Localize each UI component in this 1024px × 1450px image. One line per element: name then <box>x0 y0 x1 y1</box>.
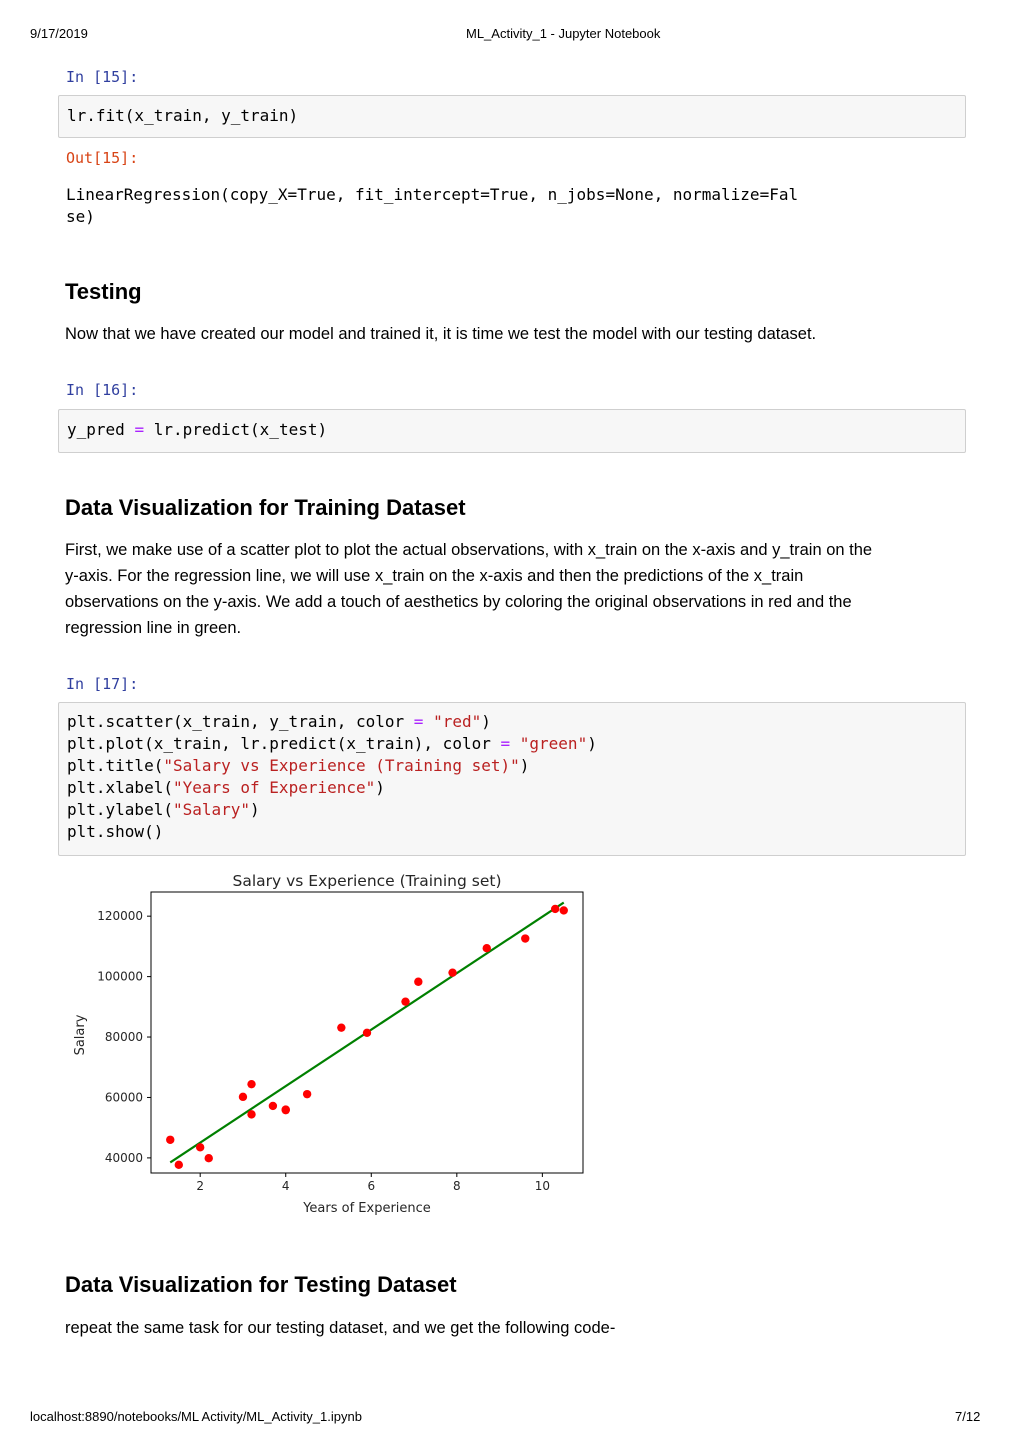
data-point <box>551 905 559 913</box>
section-heading-training-vis: Data Visualization for Training Dataset <box>65 495 466 520</box>
code-token: ) <box>587 734 597 753</box>
code-token: plt.plot(x_train, lr.predict(x_train), color <box>67 734 501 753</box>
code-line: lr.fit(x_train, y_train) <box>67 106 299 125</box>
section-heading-testing-vis: Data Visualization for Testing Dataset <box>65 1272 457 1297</box>
cell-15-output-line2: se) <box>66 207 95 226</box>
code-operator: = <box>134 420 145 439</box>
code-string: "Years of Experience" <box>172 778 376 797</box>
x-axis-label: Years of Experience <box>303 1201 431 1216</box>
code-string: "Salary" <box>172 800 251 819</box>
code-token: plt.title( <box>67 756 164 775</box>
cell-15-out-prompt: Out[15]: <box>66 149 139 167</box>
testing-vis-paragraph: repeat the same task for our testing dataset, and we get the following code- <box>65 1319 616 1337</box>
cell-15-in-prompt: In [15]: <box>66 68 139 86</box>
data-point <box>448 968 456 976</box>
code-string: "green" <box>519 734 588 753</box>
chart-title: Salary vs Experience (Training set) <box>232 872 502 890</box>
cell-15-code[interactable] <box>58 95 966 138</box>
testing-paragraph: Now that we have created our model and trained it, it is time we test the model with our testing dataset. <box>65 325 817 343</box>
x-tick-label: 4 <box>281 1179 290 1193</box>
training-vis-line4: regression line in green. <box>65 619 242 637</box>
training-vis-line2: y-axis. For the regression line, we will use x_train on the x-axis and then the predictions of the x_train <box>65 567 804 585</box>
code-line <box>67 733 597 755</box>
cell-16-in-prompt: In [16]: <box>66 381 139 399</box>
data-point <box>521 934 529 942</box>
training-vis-line3: observations on the y-axis. We add a touch of aesthetics by coloring the original observations in red and the <box>65 593 852 611</box>
code-token: lr.predict(x_test) <box>144 420 328 439</box>
x-tick-label: 6 <box>367 1179 376 1193</box>
data-point <box>414 978 422 986</box>
data-point <box>337 1023 345 1031</box>
scatter-plot <box>60 865 600 1225</box>
data-point <box>560 906 568 914</box>
code-line <box>67 799 260 821</box>
page-title: ML_Activity_1 - Jupyter Notebook <box>466 26 661 41</box>
code-string: "red" <box>433 712 482 731</box>
cell-17-in-prompt: In [17]: <box>66 675 139 693</box>
data-point <box>303 1090 311 1098</box>
code-token: plt.xlabel( <box>67 778 173 797</box>
code-operator: = <box>500 734 511 753</box>
data-point <box>205 1154 213 1162</box>
code-string: "Salary vs Experience (Training set)" <box>163 756 520 775</box>
page-url: localhost:8890/notebooks/ML Activity/ML_Activity_1.ipynb <box>30 1409 362 1424</box>
code-line <box>67 419 327 441</box>
y-tick-label: 40000 <box>104 1150 143 1165</box>
page-date: 9/17/2019 <box>30 26 88 41</box>
code-token: ) <box>250 800 260 819</box>
x-axis <box>196 1173 550 1193</box>
code-operator: = <box>413 712 424 731</box>
code-line <box>67 777 385 799</box>
y-tick-label: 60000 <box>104 1090 143 1105</box>
code-line <box>67 755 529 777</box>
data-point <box>282 1106 290 1114</box>
y-tick-label: 100000 <box>97 969 143 984</box>
cell-17-code[interactable] <box>58 702 966 856</box>
x-tick-label: 2 <box>196 1179 205 1193</box>
cell-15-output-line1: LinearRegression(copy_X=True, fit_intercept=True, n_jobs=None, normalize=Fal <box>66 185 799 204</box>
y-axis-label: Salary <box>73 1014 88 1056</box>
page-number: 7/12 <box>955 1409 981 1424</box>
code-token: ) <box>519 756 530 775</box>
code-token: y_pred <box>67 420 135 439</box>
training-vis-line1: First, we make use of a scatter plot to plot the actual observations, with x_train on the x-axis and y_train on the <box>65 541 873 559</box>
code-token: ) <box>375 778 385 797</box>
data-point <box>196 1143 204 1151</box>
code-line: plt.show() <box>67 822 164 841</box>
code-token: ) <box>481 712 491 731</box>
section-heading-testing: Testing <box>65 279 142 304</box>
data-point <box>239 1093 247 1101</box>
code-token <box>510 734 520 753</box>
data-point <box>247 1080 255 1088</box>
x-tick-label: 10 <box>534 1179 551 1193</box>
x-tick-label: 8 <box>453 1179 461 1193</box>
y-tick-label: 120000 <box>97 909 143 924</box>
data-point <box>269 1102 277 1110</box>
code-token: plt.scatter(x_train, y_train, color <box>67 712 414 731</box>
data-point <box>247 1110 255 1118</box>
cell-16-code[interactable] <box>58 409 966 453</box>
data-point <box>166 1136 174 1144</box>
data-point <box>401 997 409 1005</box>
y-tick-label: 80000 <box>104 1030 143 1045</box>
data-point <box>483 944 491 952</box>
code-line <box>67 711 491 733</box>
code-token: plt.ylabel( <box>67 800 173 819</box>
code-token <box>423 712 433 731</box>
y-axis <box>97 909 151 1165</box>
data-point <box>175 1161 183 1169</box>
data-point <box>363 1029 371 1037</box>
